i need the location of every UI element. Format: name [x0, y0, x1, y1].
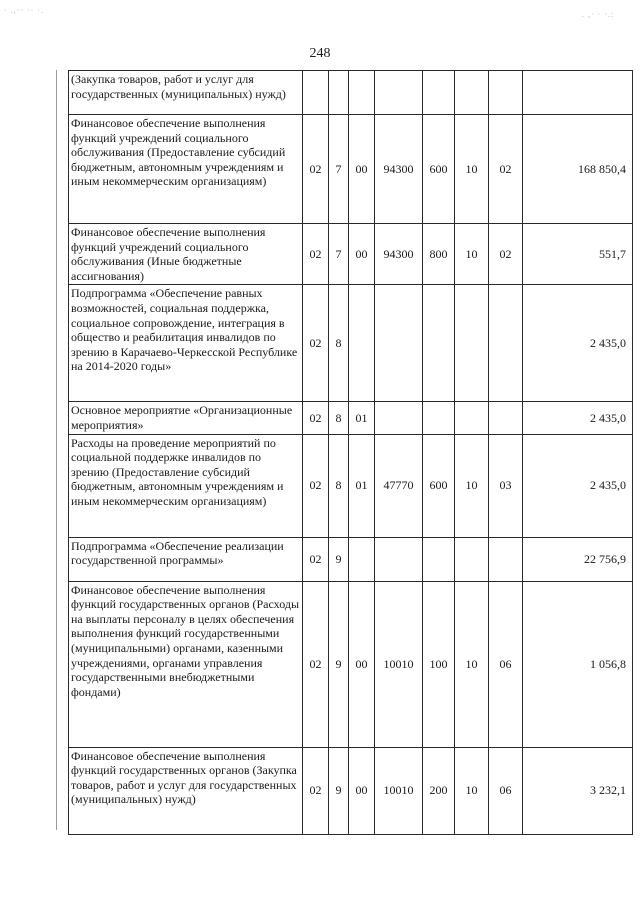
code-cell-5 — [423, 537, 455, 581]
code-cell-7 — [489, 71, 523, 115]
code-cell-5: 100 — [423, 581, 455, 747]
amount-cell: 2 435,0 — [523, 402, 633, 434]
code-cell-5: 200 — [423, 747, 455, 834]
code-cell-7: 06 — [489, 747, 523, 834]
row-name: (Закупка товаров, работ и услуг для государственных (муниципальных) нужд) — [69, 71, 303, 115]
code-cell-7 — [489, 285, 523, 402]
code-cell-7 — [489, 537, 523, 581]
code-cell-6: 10 — [455, 224, 489, 285]
code-cell-4 — [375, 285, 423, 402]
amount-cell: 22 756,9 — [523, 537, 633, 581]
code-cell-4 — [375, 402, 423, 434]
table-row — [69, 537, 633, 581]
code-cell-2 — [329, 71, 349, 115]
table-row — [69, 434, 633, 537]
code-cell-3: 00 — [349, 581, 375, 747]
code-cell-2: 8 — [329, 434, 349, 537]
code-cell-5: 600 — [423, 115, 455, 224]
code-cell-3: 00 — [349, 224, 375, 285]
code-cell-2: 9 — [329, 537, 349, 581]
code-cell-3: 01 — [349, 434, 375, 537]
code-cell-5 — [423, 402, 455, 434]
code-cell-1: 02 — [303, 747, 329, 834]
code-cell-5: 600 — [423, 434, 455, 537]
table-row — [69, 115, 633, 224]
code-cell-2: 7 — [329, 224, 349, 285]
scan-speckle-left: · .,·· ·· ·. — [4, 6, 44, 15]
margin-rule — [56, 70, 57, 830]
code-cell-1: 02 — [303, 402, 329, 434]
code-cell-2: 8 — [329, 285, 349, 402]
code-cell-7: 03 — [489, 434, 523, 537]
table-row — [69, 285, 633, 402]
code-cell-3: 00 — [349, 747, 375, 834]
code-cell-1: 02 — [303, 581, 329, 747]
code-cell-4 — [375, 71, 423, 115]
row-name: Основное мероприятие «Организационные мероприятия» — [69, 402, 303, 434]
code-cell-1: 02 — [303, 115, 329, 224]
code-cell-3: 00 — [349, 115, 375, 224]
amount-cell — [523, 71, 633, 115]
table-row — [69, 581, 633, 747]
row-name: Финансовое обеспечение выполнения функций учреждений социального обслуживания (Предоставление субсидий бюджетным, автономным учреждениям и иным некоммерческим организациям) — [69, 115, 303, 224]
code-cell-5 — [423, 71, 455, 115]
code-cell-5 — [423, 285, 455, 402]
budget-table — [68, 70, 633, 835]
table-row — [69, 224, 633, 285]
code-cell-1 — [303, 71, 329, 115]
code-cell-5: 800 — [423, 224, 455, 285]
code-cell-7: 06 — [489, 581, 523, 747]
code-cell-4: 47770 — [375, 434, 423, 537]
code-cell-1: 02 — [303, 537, 329, 581]
row-name: Расходы на проведение мероприятий по социальной поддержке инвалидов по зрению (Предоставление субсидий бюджетным, автономным учреждениям и иным некоммерческим организациям) — [69, 434, 303, 537]
code-cell-3: 01 — [349, 402, 375, 434]
code-cell-1: 02 — [303, 224, 329, 285]
code-cell-4: 10010 — [375, 747, 423, 834]
code-cell-6 — [455, 402, 489, 434]
table-row — [69, 402, 633, 434]
code-cell-3 — [349, 537, 375, 581]
amount-cell: 551,7 — [523, 224, 633, 285]
row-name: Финансовое обеспечение выполнения функций государственных органов (Закупка товаров, работ и услуг для государственных (муниципальных) нужд) — [69, 747, 303, 834]
code-cell-4 — [375, 537, 423, 581]
code-cell-3 — [349, 71, 375, 115]
code-cell-4: 10010 — [375, 581, 423, 747]
code-cell-6 — [455, 537, 489, 581]
code-cell-1: 02 — [303, 434, 329, 537]
code-cell-6: 10 — [455, 581, 489, 747]
amount-cell: 3 232,1 — [523, 747, 633, 834]
row-name: Финансовое обеспечение выполнения функций учреждений социального обслуживания (Иные бюджетные ассигнования) — [69, 224, 303, 285]
scan-speckle-right: . ,· · ·.: — [582, 10, 615, 19]
table-row — [69, 747, 633, 834]
amount-cell: 2 435,0 — [523, 434, 633, 537]
row-name: Подпрограмма «Обеспечение равных возможностей, социальная поддержка, социальное сопровождение, интеграция в общество и реабилитация инвалидов по зрению в Карачаево-Черкесской Республике на 2014-2020 годы» — [69, 285, 303, 402]
code-cell-7 — [489, 402, 523, 434]
code-cell-1: 02 — [303, 285, 329, 402]
code-cell-2: 7 — [329, 115, 349, 224]
code-cell-7: 02 — [489, 115, 523, 224]
table-row — [69, 71, 633, 115]
amount-cell: 1 056,8 — [523, 581, 633, 747]
code-cell-6: 10 — [455, 115, 489, 224]
amount-cell: 2 435,0 — [523, 285, 633, 402]
row-name: Финансовое обеспечение выполнения функций государственных органов (Расходы на выплаты персоналу в целях обеспечения выполнения функций государственными (муниципальными) органами, казенными учреждениями, органами управления государственными внебюджетными фондами) — [69, 581, 303, 747]
code-cell-4: 94300 — [375, 115, 423, 224]
page-number: 248 — [309, 46, 331, 61]
code-cell-4: 94300 — [375, 224, 423, 285]
row-name: Подпрограмма «Обеспечение реализации государственной программы» — [69, 537, 303, 581]
code-cell-2: 9 — [329, 747, 349, 834]
code-cell-6: 10 — [455, 747, 489, 834]
code-cell-2: 9 — [329, 581, 349, 747]
code-cell-7: 02 — [489, 224, 523, 285]
code-cell-3 — [349, 285, 375, 402]
code-cell-6: 10 — [455, 434, 489, 537]
code-cell-6 — [455, 71, 489, 115]
amount-cell: 168 850,4 — [523, 115, 633, 224]
code-cell-6 — [455, 285, 489, 402]
code-cell-2: 8 — [329, 402, 349, 434]
